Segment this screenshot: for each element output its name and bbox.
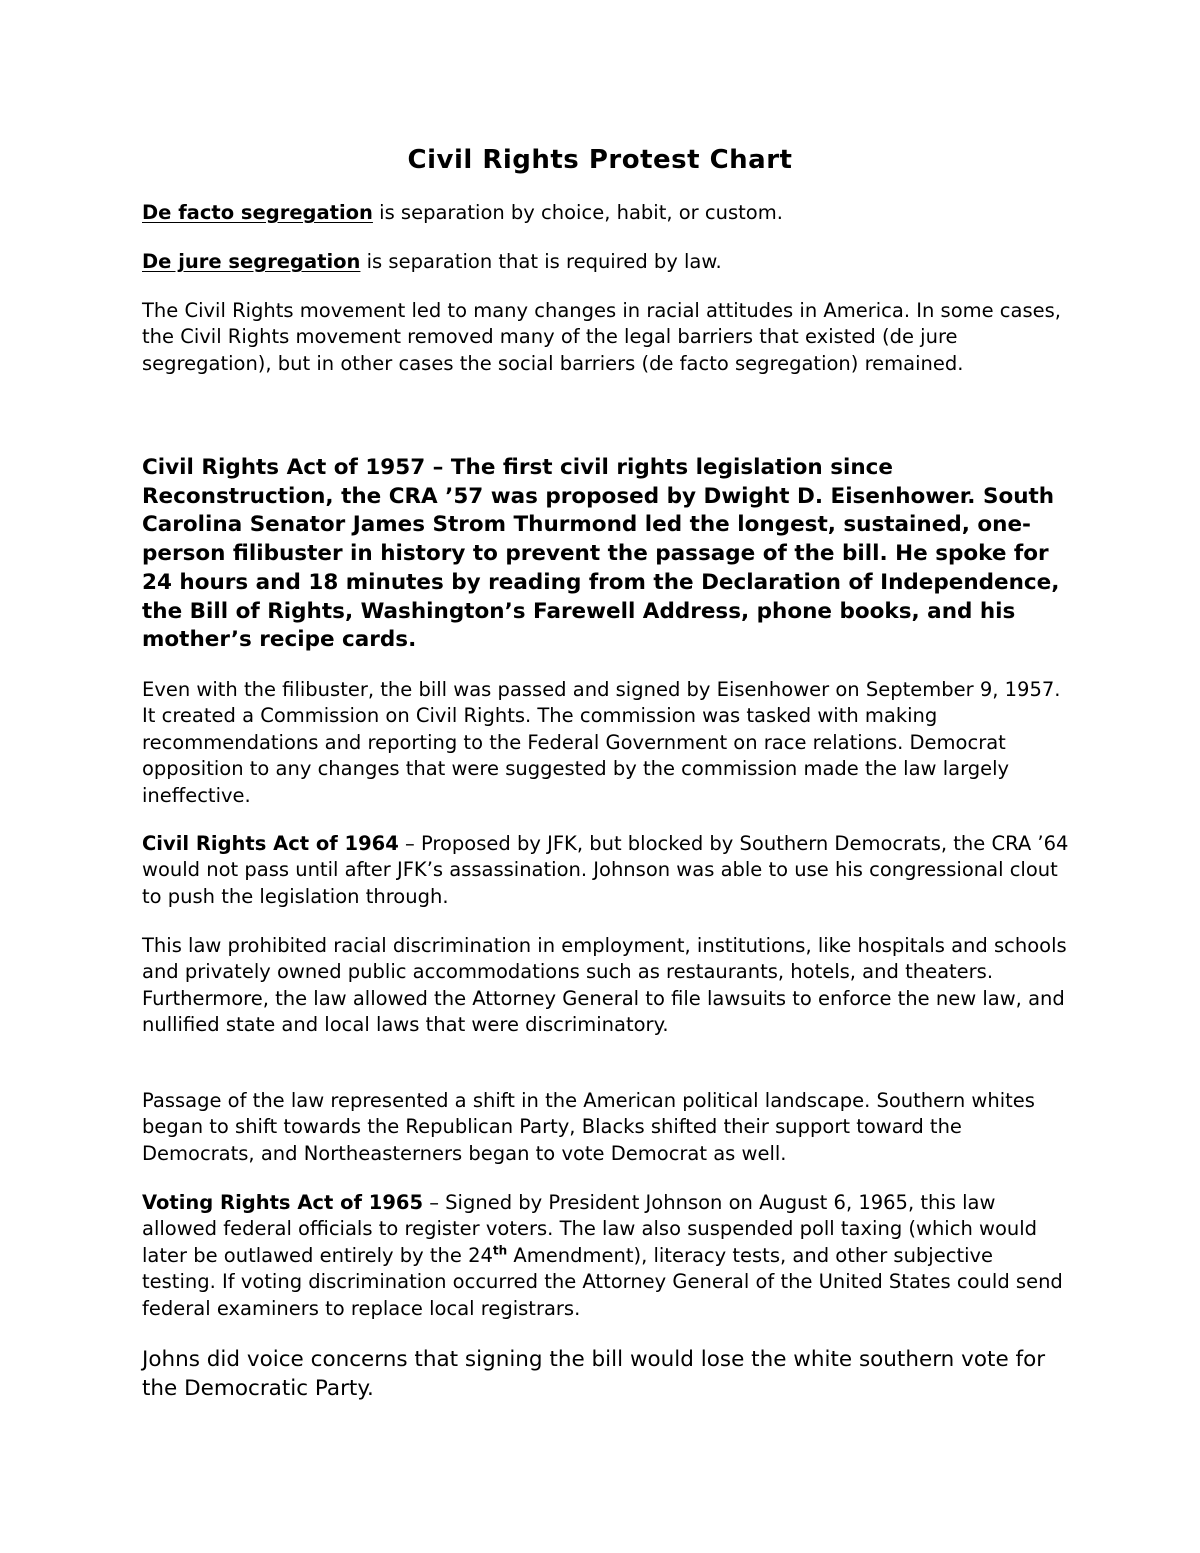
ordinal-suffix: th [492, 1243, 508, 1258]
document-title: Civil Rights Protest Chart [407, 145, 793, 175]
de-jure-text: is separation that is required by law. [360, 250, 722, 273]
de-facto-text: is separation by choice, habit, or custom. [372, 201, 783, 224]
de-jure-definition [142, 249, 1072, 275]
de-facto-definition [142, 200, 1072, 226]
intro-paragraph: The Civil Rights movement led to many changes in racial attitudes in America. In some cases, the Civil Rights movement removed many of the legal barriers that existed (de jure segregation), but in other cases the social barriers (de facto segregation) remained. [142, 299, 1061, 375]
cra-1964-text: – Proposed by JFK, but blocked by Southern Democrats, the CRA ’64 would not pass until after JFK’s assassination. Johnson was able to use his congressional clout to push the legislation through. [142, 832, 1069, 908]
cra-1957-text: The first civil rights legislation since Reconstruction, the CRA ’57 was proposed by Dwight D. Eisenhower. South Carolina Senator James Strom Thurmond led the longest, sustained, one-person filibuster in history to prevent the passage of the bill. He spoke for 24 hours and 18 minutes by reading from the Declaration of Independence, the Bill of Rights, Washington’s Farewell Address, phone books, and his mother’s recipe cards. [142, 455, 1060, 653]
de-facto-term: De facto segregation [142, 201, 373, 224]
cra-1964-heading: Civil Rights Act of 1964 [142, 832, 399, 855]
cra-1957-followup-paragraph: Even with the filibuster, the bill was passed and signed by Eisenhower on September 9, 1957. It created a Commission on Civil Rights. The commission was tasked with making recommendations and reporting to the Federal Government on race relations. Democrat opposition to any changes that were suggested by the commission made the law largely ineffective. [142, 678, 1061, 807]
cra-1964-paragraph [142, 831, 1072, 910]
cra-1964-politics-paragraph: Passage of the law represented a shift in the American political landscape. Southern whites began to shift towards the Republican Party, Blacks shifted their support toward the Democrats, and Northeasterners began to vote Democrat as well. [142, 1089, 1035, 1165]
vra-1965-heading: Voting Rights Act of 1965 [142, 1191, 424, 1214]
closing-paragraph: Johns did voice concerns that signing the bill would lose the white southern vote for the Democratic Party. [142, 1347, 1046, 1401]
de-jure-term: De jure segregation [142, 250, 361, 273]
cra-1964-effects-paragraph: This law prohibited racial discrimination in employment, institutions, like hospitals and schools and privately owned public accommodations such as restaurants, hotels, and theaters. Furthermore, the law allowed the Attorney General to file lawsuits to enforce the new law, and nullified state and local laws that were discriminatory. [142, 934, 1067, 1037]
vra-1965-paragraph [142, 1190, 1072, 1322]
vra-1965-text-after: Amendment), literacy tests, and other subjective testing. If voting discrimination occurred the Attorney General of the United States could send federal examiners to replace local registrars. [142, 1243, 1063, 1320]
cra-1957-heading: Civil Rights Act of 1957 – [142, 455, 444, 480]
vra-1965-text-before: – Signed by President Johnson on August 6, 1965, this law allowed federal officials to register voters. The law also suspended poll taxing (which would later be outlawed entirely by the 24 [142, 1191, 1038, 1267]
cra-1957-paragraph [142, 454, 1077, 655]
